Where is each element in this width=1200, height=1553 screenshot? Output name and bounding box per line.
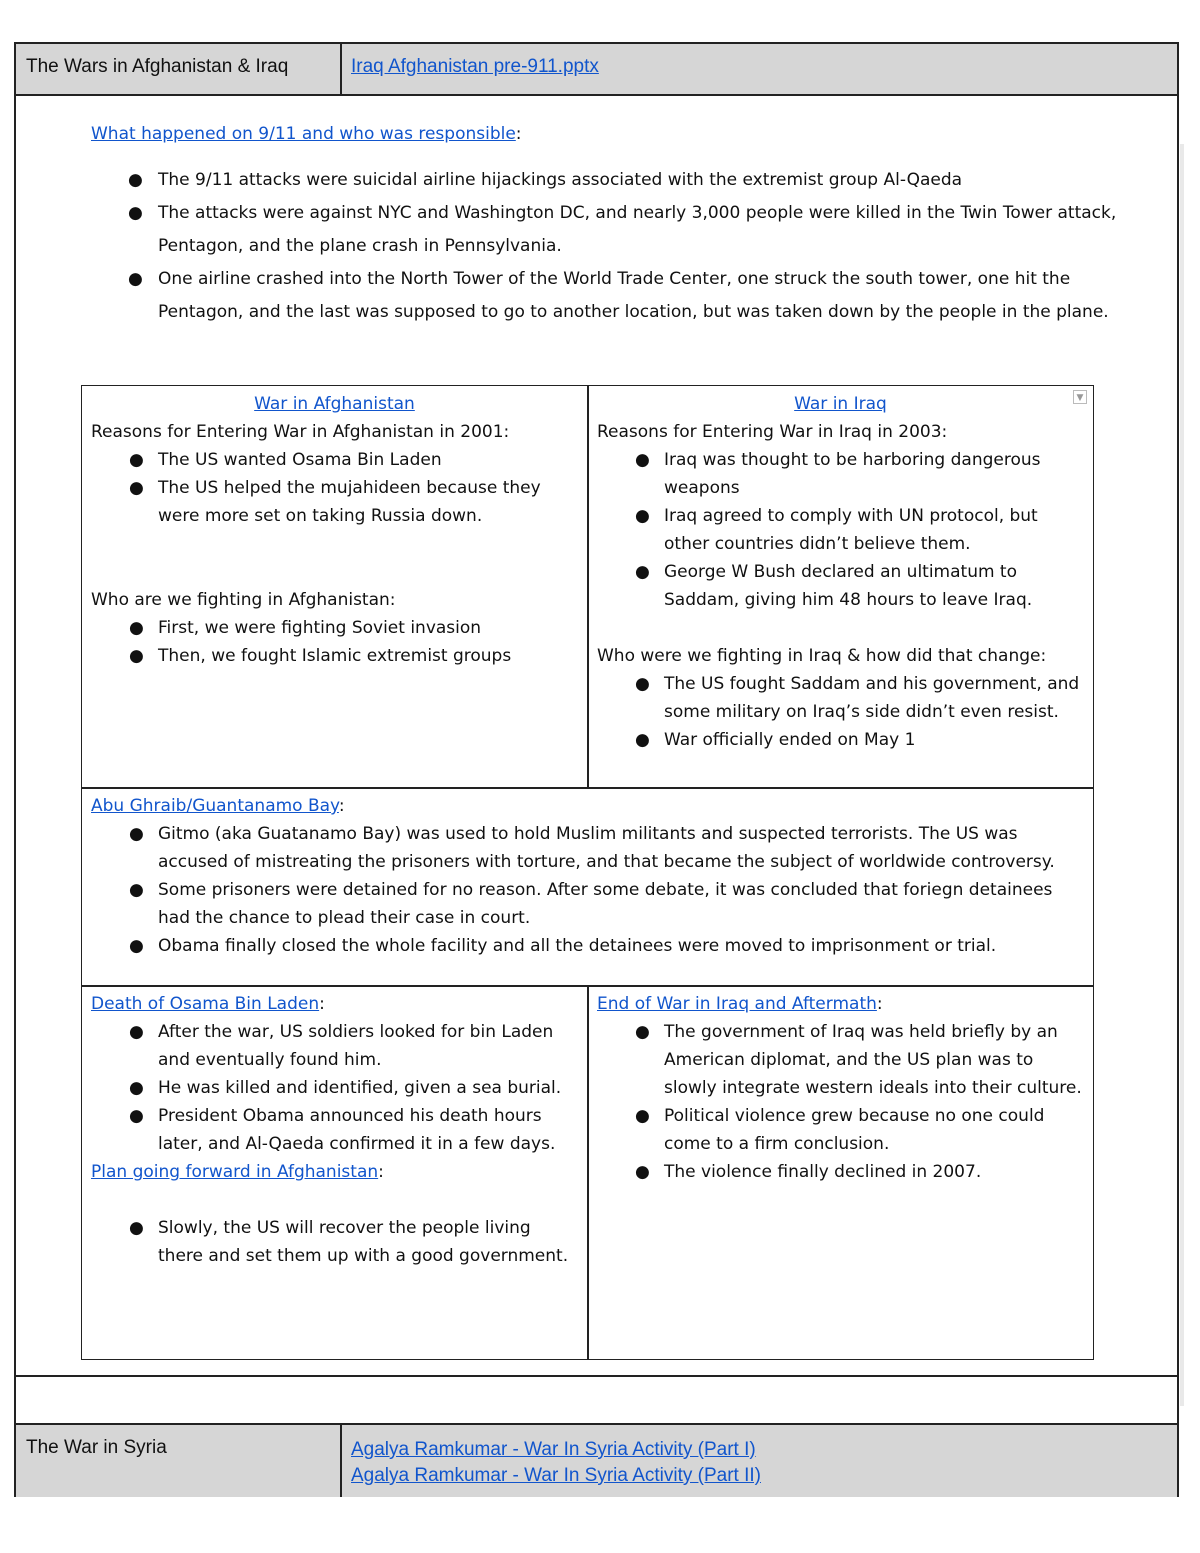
- afghanistan-title-link[interactable]: War in Afghanistan: [254, 394, 415, 414]
- list-item: ● President Obama announced his death hours later, and Al-Qaeda confirmed it in a few days.: [91, 1102, 578, 1158]
- pptx-link[interactable]: Iraq Afghanistan pre-911.pptx: [351, 56, 599, 77]
- bullet-icon: ●: [635, 730, 650, 750]
- syria-links-cell: [342, 1425, 1177, 1497]
- empty-row: [16, 1375, 1177, 1425]
- intro-list: [91, 164, 1121, 329]
- abu-ghraib-cell: Abu Ghraib/Guantanamo Bay: ● Gitmo (aka Guatanamo Bay) was used to hold Muslim militants and suspected terrorists. The US was accused of mistreating the prisoners with torture, and that became the subject of worldwide controversy. ● Some prisoners were detained for no reason. After some debate, it was concluded that foriegn detainees had the chance to plead their case in court. ● Obama finally closed the whole facility and all the detainees were moved to imprisonment or trial.: [82, 788, 1093, 985]
- bullet-icon: ●: [129, 880, 144, 900]
- bullet-icon: ●: [635, 450, 650, 470]
- list-item: ● Slowly, the US will recover the people living there and set them up with a good government.: [91, 1214, 578, 1270]
- list-item: ● George W Bush declared an ultimatum to Saddam, giving him 48 hours to leave Iraq.: [597, 558, 1084, 614]
- plan-link[interactable]: Plan going forward in Afghanistan: [91, 1162, 379, 1182]
- list-item: ● The US helped the mujahideen because they were more set on taking Russia down.: [91, 474, 578, 530]
- bullet-icon: ●: [128, 170, 143, 190]
- afghanistan-fighting-list: [91, 614, 578, 670]
- intro-heading: What happened on 9/11 and who was responsible:: [91, 124, 522, 144]
- list-item: ● He was killed and identified, given a sea burial.: [91, 1074, 578, 1102]
- bullet-icon: ●: [635, 1106, 650, 1126]
- iraq-title-link[interactable]: War in Iraq: [794, 394, 887, 414]
- bullet-icon: ●: [129, 618, 144, 638]
- list-item: ● Iraq agreed to comply with UN protocol, but other countries didn’t believe them.: [597, 502, 1084, 558]
- list-item: ● War officially ended on May 1: [597, 726, 1084, 754]
- content-cell: [16, 96, 1177, 1375]
- afghanistan-reasons-list: [91, 446, 578, 530]
- iraq-reasons-list: [597, 446, 1084, 614]
- abu-ghraib-list: [91, 820, 1084, 960]
- scrollbar[interactable]: [1180, 144, 1184, 1406]
- intro-heading-link[interactable]: What happened on 9/11 and who was responsible: [91, 124, 516, 144]
- bullet-icon: ●: [128, 203, 143, 223]
- list-item: ● The US wanted Osama Bin Laden: [91, 446, 578, 474]
- bullet-icon: ●: [635, 674, 650, 694]
- syria-activity-part1-link[interactable]: Agalya Ramkumar - War In Syria Activity (Part I): [351, 1439, 756, 1460]
- abu-ghraib-link[interactable]: Abu Ghraib/Guantanamo Bay: [91, 796, 339, 816]
- bullet-icon: ●: [129, 824, 144, 844]
- list-item: ● The 9/11 attacks were suicidal airline hijackings associated with the extremist group Al-Qaeda: [91, 164, 1121, 197]
- list-item: ● The US fought Saddam and his government, and some military on Iraq’s side didn’t even resist.: [597, 670, 1084, 726]
- afghanistan-fighting-label: Who are we fighting in Afghanistan:: [91, 590, 396, 610]
- list-item: ● Iraq was thought to be harboring dangerous weapons: [597, 446, 1084, 502]
- iraq-cell: [588, 386, 1093, 787]
- header-row-wars: [16, 44, 1177, 96]
- bullet-icon: ●: [129, 646, 144, 666]
- list-item: ● The attacks were against NYC and Washington DC, and nearly 3,000 people were killed in the Twin Tower attack, Pentagon, and the plane crash in Pennsylvania.: [91, 197, 1121, 263]
- list-item: ● Obama finally closed the whole facility and all the detainees were moved to imprisonment or trial.: [91, 932, 1084, 960]
- iraq-reasons-label: Reasons for Entering War in Iraq in 2003:: [597, 422, 948, 442]
- bullet-icon: ●: [635, 506, 650, 526]
- bullet-icon: ●: [129, 1078, 144, 1098]
- row-title-wars: The Wars in Afghanistan & Iraq: [16, 44, 342, 94]
- osama-list: [91, 1018, 578, 1158]
- bullet-icon: ●: [635, 562, 650, 582]
- chevron-down-icon[interactable]: ▼: [1073, 390, 1087, 404]
- list-item: ● Some prisoners were detained for no reason. After some debate, it was concluded that foriegn detainees had the chance to plead their case in court.: [91, 876, 1084, 932]
- bullet-icon: ●: [129, 1022, 144, 1042]
- bullet-icon: ●: [128, 269, 143, 289]
- list-item: ● Gitmo (aka Guatanamo Bay) was used to hold Muslim militants and suspected terrorists. The US was accused of mistreating the prisoners with torture, and that became the subject of worldwide controversy.: [91, 820, 1084, 876]
- inner-table: [81, 385, 1094, 1360]
- row-link-cell: [342, 44, 1177, 94]
- header-row-syria: [16, 1425, 1177, 1497]
- bullet-icon: ●: [635, 1162, 650, 1182]
- osama-cell: Death of Osama Bin Laden: ● After the war, US soldiers looked for bin Laden and eventually found him. ● He was killed and identified, given a sea burial. ● President Obama announced his death hours later, and Al-Qaeda confirmed it in a few days. Plan going forward in Afghanistan: ● Slowly, the US will recover the people living there and set them up with a good government.: [82, 986, 587, 1359]
- list-item: ● The government of Iraq was held briefly by an American diplomat, and the US plan was to slowly integrate western ideals into their culture.: [597, 1018, 1084, 1102]
- afghanistan-reasons-label: Reasons for Entering War in Afghanistan in 2001:: [91, 422, 510, 442]
- iraq-fighting-list: [597, 670, 1084, 754]
- iraq-fighting-label: Who were we fighting in Iraq & how did that change:: [597, 646, 1047, 666]
- bullet-icon: ●: [129, 1106, 144, 1126]
- list-item: ● After the war, US soldiers looked for bin Laden and eventually found him.: [91, 1018, 578, 1074]
- end-iraq-cell: End of War in Iraq and Aftermath: ● The government of Iraq was held briefly by an American diplomat, and the US plan was to slowly integrate western ideals into their culture. ● Political violence grew because no one could come to a firm conclusion. ● The violence finally declined in 2007.: [588, 986, 1093, 1359]
- bullet-icon: ●: [635, 1022, 650, 1042]
- list-item: ● The violence finally declined in 2007.: [597, 1158, 1084, 1186]
- list-item: ● First, we were fighting Soviet invasion: [91, 614, 578, 642]
- osama-link[interactable]: Death of Osama Bin Laden: [91, 994, 320, 1014]
- page-table: [14, 42, 1179, 1497]
- bullet-icon: ●: [129, 1218, 144, 1238]
- list-item: ● Then, we fought Islamic extremist groups: [91, 642, 578, 670]
- plan-list: [91, 1214, 578, 1270]
- end-iraq-link[interactable]: End of War in Iraq and Aftermath: [597, 994, 877, 1014]
- bullet-icon: ●: [129, 478, 144, 498]
- bullet-icon: ●: [129, 450, 144, 470]
- bullet-icon: ●: [129, 936, 144, 956]
- row-title-syria: The War in Syria: [16, 1425, 342, 1497]
- afghanistan-cell: [82, 386, 587, 787]
- syria-activity-part2-link[interactable]: Agalya Ramkumar - War In Syria Activity (Part II): [351, 1465, 761, 1486]
- list-item: ● One airline crashed into the North Tower of the World Trade Center, one struck the south tower, one hit the Pentagon, and the last was supposed to go to another location, but was taken down by the people in the plane.: [91, 263, 1121, 329]
- end-iraq-list: [597, 1018, 1084, 1186]
- list-item: ● Political violence grew because no one could come to a firm conclusion.: [597, 1102, 1084, 1158]
